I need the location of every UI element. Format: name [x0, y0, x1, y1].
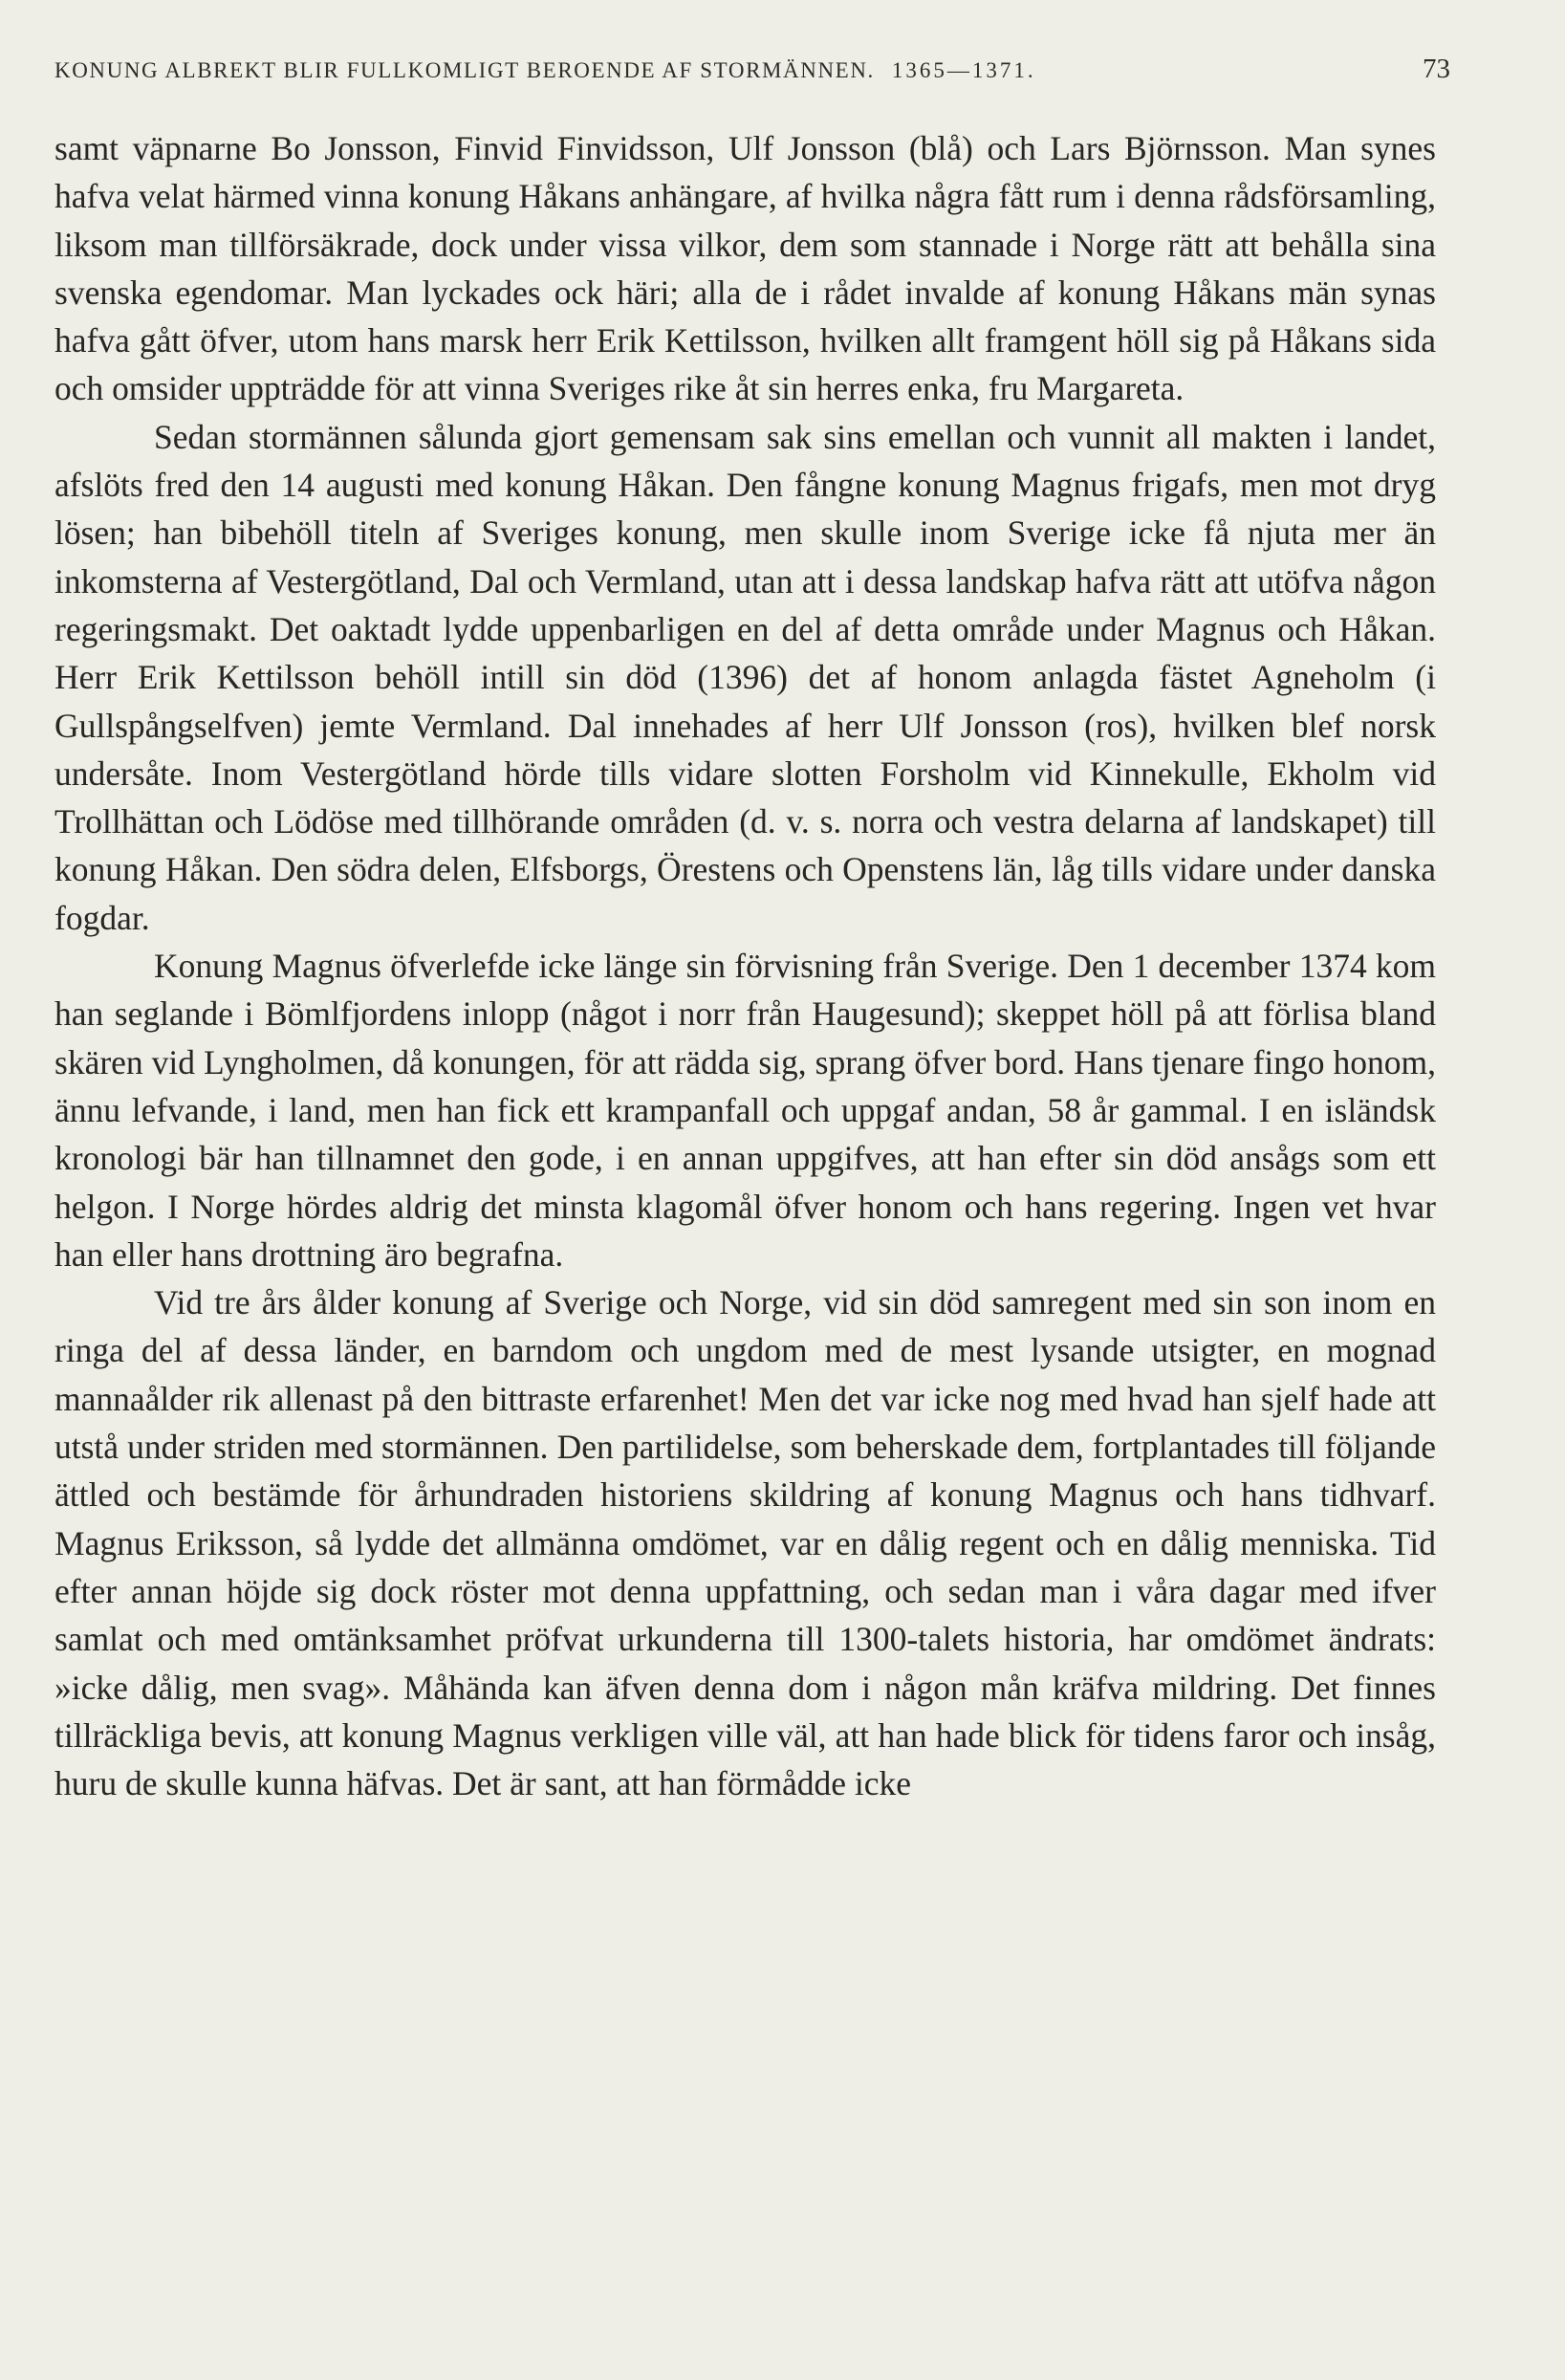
- paragraph-1: samt väpnarne Bo Jonsson, Finvid Finvidsson, Ulf Jonsson (blå) och Lars Björnsson. Man synes hafva velat härmed vinna konung Håkans anhängare, af hvilka några fått rum i denna rådsförsamling, liksom man tillförsäkrade, dock under vissa vilkor, dem som stannade i Norge rätt att behålla sina svenska egendomar. Man lyckades ock häri; alla de i rådet invalde af konung Håkans män synas hafva gått öfver, utom hans marsk herr Erik Kettilsson, hvilken allt framgent höll sig på Håkans sida och omsider uppträdde för att vinna Sveriges rike åt sin herres enka, fru Margareta.: [54, 129, 1436, 408]
- body-text: [54, 124, 1436, 1807]
- running-head-years: 1365—1371.: [891, 58, 1036, 82]
- paragraph-3: Konung Magnus öfverlefde icke länge sin förvisning från Sverige. Den 1 december 1374 kom han seglande i Bömlfjordens inlopp (något i norr från Haugesund); skeppet höll på att förlisa bland skären vid Lyngholmen, då konungen, för att rädda sig, sprang öfver bord. Hans tjenare fingo honom, ännu lefvande, i land, men han fick ett krampanfall och uppgaf andan, 58 år gammal. I en isländsk kronologi bär han tillnamnet den gode, i en annan uppgifves, att han efter sin död ansågs som ett helgon. I Norge hördes aldrig det minsta klagomål öfver honom och hans regering. Ingen vet hvar han eller hans drottning äro begrafna.: [54, 947, 1436, 1274]
- running-head-title: KONUNG ALBREKT BLIR FULLKOMLIGT BEROENDE AF STORMÄNNEN.: [54, 58, 875, 82]
- paragraph-2: Sedan stormännen sålunda gjort gemensam sak sins emellan och vunnit all makten i landet, afslöts fred den 14 augusti med konung Håkan. Den fångne konung Magnus frigafs, men mot dryg lösen; han bibehöll titeln af Sveriges konung, men skulle inom Sverige icke få njuta mer än inkomsterna af Vestergötland, Dal och Vermland, utan att i dessa landskap hafva rätt att utöfva någon regeringsmakt. Det oaktadt lydde uppenbarligen en del af detta område under Magnus och Håkan. Herr Erik Kettilsson behöll intill sin död (1396) det af honom anlagda fästet Agneholm (i Gullspångselfven) jemte Vermland. Dal innehades af herr Ulf Jonsson (ros), hvilken blef norsk undersåte. Inom Vestergötland hörde tills vidare slotten Forsholm vid Kinnekulle, Ekholm vid Trollhättan och Lödöse med tillhörande områden (d. v. s. norra och vestra delarna af landskapet) till konung Håkan. Den södra delen, Elfsborgs, Örestens och Openstens län, låg tills vidare under danska fogdar.: [54, 417, 1436, 937]
- running-head: [54, 54, 1450, 92]
- paragraph-4: Vid tre års ålder konung af Sverige och Norge, vid sin död samregent med sin son inom en ringa del af dessa länder, en barndom och ungdom med de mest lysande utsigter, en mognad mannaålder rik allenast på den bittraste erfarenhet! Men det var icke nog med hvad han sjelf hade att utstå under striden med stormännen. Den partilidelse, som beherskade dem, fortplantades till följande ättled och bestämde för århundraden historiens skildring af konung Magnus och hans tidhvarf. Magnus Eriksson, så lydde det allmänna omdömet, var en dålig regent och en dålig menniska. Tid efter annan höjde sig dock röster mot denna uppfattning, och sedan man i våra dagar med ifver samlat och med omtänksamhet pröfvat urkunderna till 1300-talets historia, har omdömet ändrats: »icke dålig, men svag». Måhända kan äfven denna dom i någon mån kräfva mildring. Det finnes tillräckliga bevis, att konung Magnus verkligen ville väl, att han hade blick för tidens faror och insåg, huru de skulle kunna häfvas. Det är sant, att han förmådde icke: [54, 1283, 1436, 1803]
- page-number: 73: [1423, 54, 1450, 84]
